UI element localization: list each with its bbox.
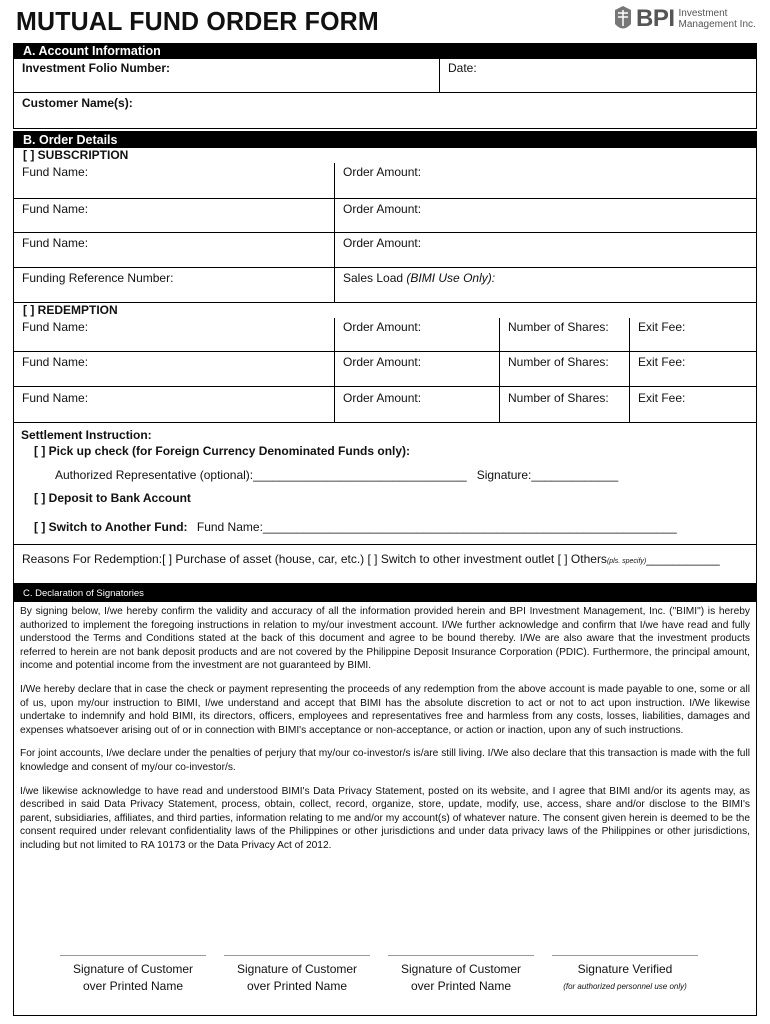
section-a-heading: A. Account Information (14, 44, 756, 59)
section-c-heading: C. Declaration of Signatories (14, 585, 756, 602)
customer-signature-3[interactable]: Signature of Customer over Printed Name (388, 955, 534, 995)
date-field[interactable]: Date: (439, 59, 756, 92)
declaration-section (13, 584, 757, 1016)
redemption-fund-name-1[interactable]: Fund Name: (22, 320, 89, 334)
deposit-bank-option[interactable]: [ ] Deposit to Bank Account (34, 491, 191, 505)
sales-load-field[interactable]: Sales Load (BIMI Use Only): (334, 268, 756, 302)
switch-fund-name-field[interactable]: Fund Name:______________________________________________________________ (196, 520, 677, 534)
redemption-reasons[interactable]: Reasons For Redemption:[ ] Purchase of asset (house, car, etc.) [ ] Switch to other investment outlet [ ] Others(pls. specify)___________ (14, 544, 756, 566)
redemption-order-amount-1[interactable]: Order Amount: (334, 318, 499, 351)
subscription-checkbox[interactable]: [ ] SUBSCRIPTION (23, 148, 129, 162)
redemption-checkbox[interactable]: [ ] REDEMPTION (14, 302, 756, 318)
logo-subtext: Investment Management Inc. (678, 8, 756, 30)
subscription-fund-name-2[interactable]: Fund Name: (22, 202, 89, 216)
redemption-fund-name-3[interactable]: Fund Name: (22, 391, 89, 405)
bpi-logo (612, 4, 756, 34)
logo-text: BPI (636, 5, 675, 32)
declaration-paragraph-3: For joint accounts, I/we declare under the penalties of perjury that my/our co-investor/s is/are still living. I/We also declare that this transaction is made with the full knowledge and consent of my/our co-investor/s. (20, 748, 750, 773)
declaration-paragraph-1: By signing below, I/we hereby confirm the validity and accuracy of all the information provided herein and BPI Investment Management, Inc. ("BIMI") is hereby authorized to implement the foregoing instructions in relation to my/our investment account. I/We further acknowledge and confirm that I/we have read and fully understood the Terms and Conditions stated at the back of this document and agree to be bound thereby. I/We are also aware that the investment products referred to herein are not bank deposit products and are not covered by the Philippine Deposit Insurance Corporation (PDIC). Furthermore, the principal amount, income and potential income from the investment are not guaranteed by BIMI. (20, 606, 750, 672)
redemption-shares-1[interactable]: Number of Shares: (499, 318, 629, 351)
declaration-paragraph-2: I/We hereby declare that in case the check or payment representing the proceeds of any redemption from the above account is made payable to one, some or all of us, upon my/our instruction to BIMI, I/we understand and accept that BIMI has the absolute discretion to act or not to act upon instruction. I/We likewise undertake to indemnify and hold BIMI, its directors, officers, employees and representatives free and harmless from any costs, losses, liabilities, damages and expenses whatsoever arising out of or in connection with BIMI's acceptance or non-acceptance, or action or inaction, upon any of such instructions. (20, 683, 750, 736)
customer-name-field[interactable]: Customer Name(s): (22, 96, 133, 110)
redemption-order-amount-2[interactable]: Order Amount: (334, 352, 499, 386)
pickup-check-option[interactable]: [ ] Pick up check (for Foreign Currency Denominated Funds only): (34, 444, 411, 458)
subscription-order-amount-3[interactable]: Order Amount: (334, 233, 756, 267)
redemption-order-amount-3[interactable]: Order Amount: (334, 387, 499, 422)
redemption-fund-name-2[interactable]: Fund Name: (22, 355, 89, 369)
subscription-fund-name-1[interactable]: Fund Name: (22, 165, 89, 179)
bpi-seal-icon (612, 4, 634, 34)
customer-signature-2[interactable]: Signature of Customer over Printed Name (224, 955, 370, 995)
pickup-signature-field[interactable]: Signature:_____________ (476, 468, 619, 482)
settlement-heading: Settlement Instruction: (21, 428, 152, 442)
redemption-exit-fee-1[interactable]: Exit Fee: (629, 318, 756, 351)
redemption-shares-3[interactable]: Number of Shares: (499, 387, 629, 422)
settlement-instruction-block (14, 422, 756, 534)
declaration-paragraph-4: I/we likewise acknowledge to have read and understood BIMI's Data Privacy Statement, posted on its website, and I agree that BIMI and/or its agents may, as described in said Data Privacy Statement, process, obtain, collect, record, organize, store, update, modify, use, access, share and/or disclose to the BIMI's parent, subsidiaries, affiliates, and third parties, information relating to me and/or my account(s) of whatever nature. The consent given herein is deemed to be the consent required under relevant confidentiality laws of the Philippines or other jurisdictions and under data privacy laws of the Philippines or other jurisdictions, including but not limited to RA 10173 or the Data Privacy Act of 2012. (20, 785, 750, 851)
authorized-rep-field[interactable]: Authorized Representative (optional):________________________________ (55, 468, 467, 482)
funding-reference-field[interactable]: Funding Reference Number: (22, 271, 174, 285)
declaration-text (14, 602, 756, 853)
subscription-order-amount-2[interactable]: Order Amount: (334, 199, 756, 232)
subscription-order-amount-1[interactable]: Order Amount: (334, 163, 756, 198)
redemption-shares-2[interactable]: Number of Shares: (499, 352, 629, 386)
subscription-fund-name-3[interactable]: Fund Name: (22, 236, 89, 250)
account-information-section (13, 43, 757, 129)
section-b-heading: B. Order Details (14, 132, 756, 148)
folio-number-field[interactable]: Investment Folio Number: (22, 61, 171, 75)
order-details-section (13, 131, 757, 584)
redemption-exit-fee-3[interactable]: Exit Fee: (629, 387, 756, 422)
page-title: MUTUAL FUND ORDER FORM (16, 6, 379, 36)
signature-verified[interactable]: Signature Verified (for authorized personnel use only) (552, 955, 698, 995)
customer-signature-1[interactable]: Signature of Customer over Printed Name (60, 955, 206, 995)
switch-fund-option[interactable]: [ ] Switch to Another Fund: (34, 520, 188, 534)
redemption-exit-fee-2[interactable]: Exit Fee: (629, 352, 756, 386)
